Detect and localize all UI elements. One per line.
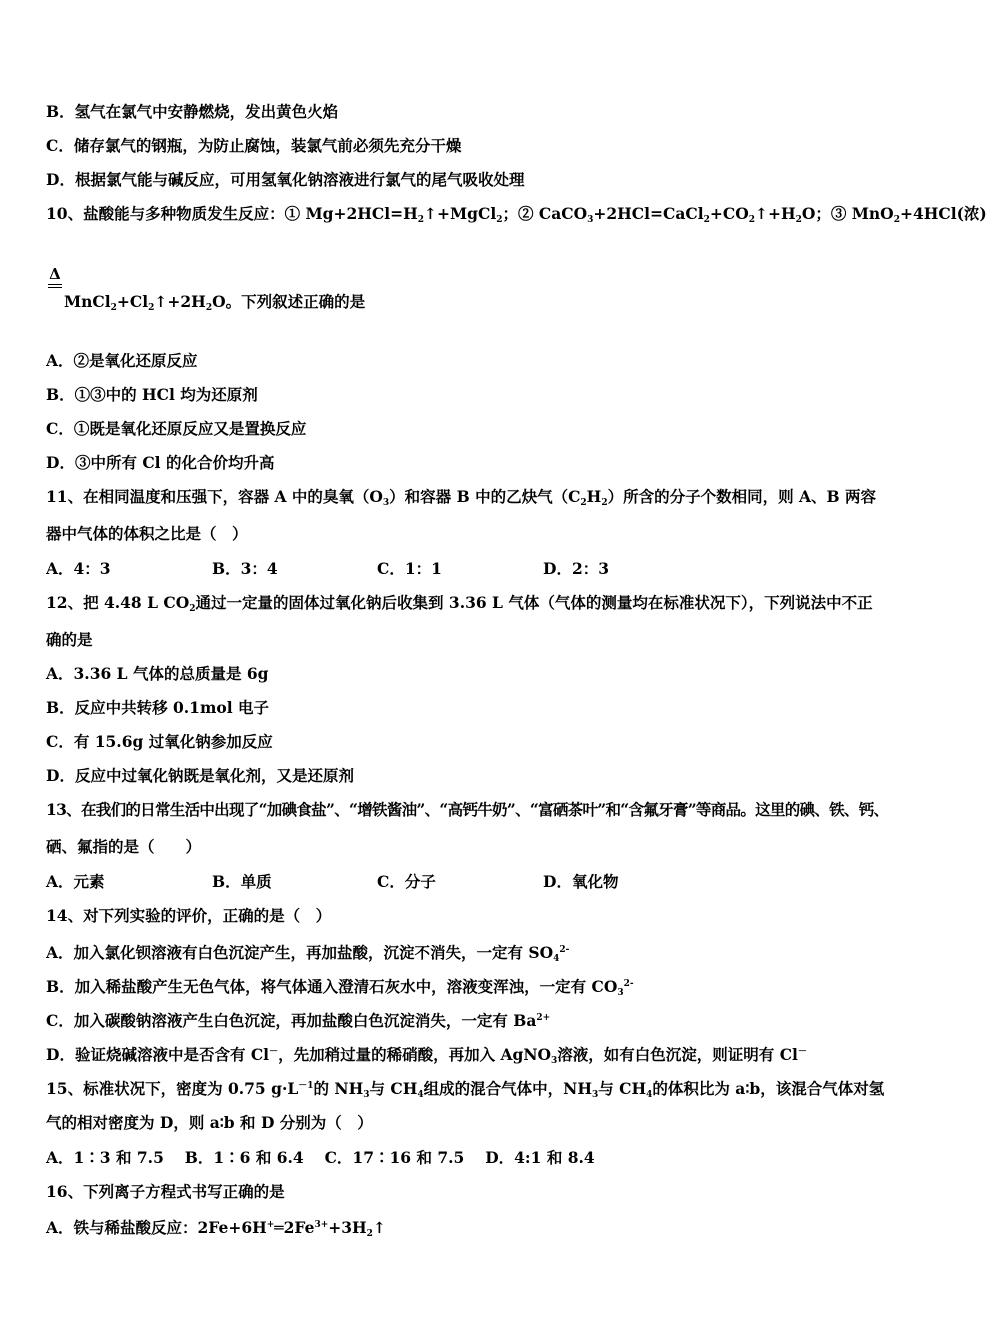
q10-option-c: C．①既是氧化还原反应又是置换反应	[46, 419, 307, 438]
q12-stem-line2: 确的是	[46, 630, 93, 649]
q14-stem: 14、对下列实验的评价，正确的是（ ）	[46, 906, 332, 925]
q11-stem-line2: 器中气体的体积之比是（ ）	[46, 524, 248, 543]
q13-option-b: B．单质	[212, 872, 272, 891]
q9-option-c: C．储存氯气的钢瓶，为防止腐蚀，装氯气前必须先充分干燥	[46, 136, 462, 155]
q16-stem: 16、下列离子方程式书写正确的是	[46, 1182, 285, 1201]
q12-stem-line1: 12、把 4.48 L $CO_2$通过一定量的固体过氧化钠后收集到 3.36 L 气体（气体的测量均在标准状况下），下列说法中不正	[46, 593, 873, 614]
q12-option-b: B．反应中共转移 0.1mol 电子	[46, 698, 269, 717]
q10-equation-product: $MnCl_2+Cl_2↑+2H_2O$。下列叙述正确的是	[64, 292, 366, 313]
q15-stem-line2: 气的相对密度为 D，则 a∶b 和 D 分别为（ ）	[46, 1113, 373, 1132]
q11-option-d: D．2：3	[543, 559, 610, 578]
q13-option-a: A．元素	[46, 872, 105, 891]
q11-option-a: A．4：3	[46, 559, 111, 578]
q15-stem-line1: 15、标准状况下，密度为 0.75 $g\cdot L^{-1}$的 $NH_3$与 $CH_4$组成的混合气体中，$NH_3$与 $CH_4$的体积比为 a∶b，该混合气体对氢	[46, 1079, 885, 1100]
q13-option-d: D．氧化物	[543, 872, 619, 891]
q13-stem-line2: 硒、氟指的是（ ）	[46, 837, 202, 856]
q14-option-b: B．加入稀盐酸产生无色气体，将气体通入澄清石灰水中，溶液变浑浊，一定有 $CO_3^{2-}$	[46, 977, 634, 998]
q11-option-c: C．1：1	[377, 559, 442, 578]
q15-options: A．1∶3 和 7.5 B．1∶6 和 6.4 C．17∶16 和 7.5 D．4:1 和 8.4	[46, 1148, 595, 1167]
q14-option-a: A．加入氯化钡溶液有白色沉淀产生，再加盐酸，沉淀不消失，一定有 $SO_4^{2-}$	[46, 943, 570, 964]
q12-option-a: A．3.36 L 气体的总质量是 6g	[46, 664, 269, 683]
q9-option-d: D．根据氯气能与碱反应，可用氢氧化钠溶液进行氯气的尾气吸收处理	[46, 170, 525, 189]
q9-option-b: B．氢气在氯气中安静燃烧，发出黄色火焰	[46, 102, 339, 121]
heating-condition-symbol: Δ	[48, 266, 62, 288]
q11-stem-line1: 11、在相同温度和压强下，容器 A 中的臭氧$(O_3)$和容器 B 中的乙炔气$(C_2H_2)$所含的分子个数相同，则 A、B 两容	[46, 487, 877, 508]
q14-option-c: C．加入碳酸钠溶液产生白色沉淀，再加盐酸白色沉淀消失，一定有 $Ba^{2+}$	[46, 1011, 551, 1030]
q11-option-b: B．3：4	[212, 559, 278, 578]
q10-stem: 10、盐酸能与多种物质发生反应：① $Mg+2HCl=H_2↑+MgCl_2$；② $CaCO_3+2HCl=CaCl_2+CO_2↑+H_2O$；③ MnO$_2$+4HCl(浓)	[46, 204, 987, 225]
q10-option-b: B．①③中的 HCl 均为还原剂	[46, 385, 258, 404]
q10-option-d: D．③中所有 Cl 的化合价均升高	[46, 453, 275, 472]
q13-option-c: C．分子	[377, 872, 436, 891]
q13-stem-line1: 13、在我们的日常生活中出现了“加碘食盐”、“增铁酱油”、“高钙牛奶”、“富硒茶叶”和“含氟牙膏”等商品。这里的碘、铁、钙、	[46, 800, 889, 819]
q12-option-c: C．有 15.6g 过氧化钠参加反应	[46, 732, 273, 751]
q14-option-d: D．验证烧碱溶液中是否含有 Cl－，先加稍过量的稀硝酸，再加入 AgNO$_3$溶液，如有白色沉淀，则证明有 Cl－	[46, 1045, 807, 1066]
q16-option-a: A．铁与稀盐酸反应：$2Fe+6H^+═2Fe^{3+}+3H_2↑$	[46, 1218, 386, 1239]
q12-option-d: D．反应中过氧化钠既是氧化剂，又是还原剂	[46, 766, 354, 785]
q10-option-a: A．②是氧化还原反应	[46, 351, 198, 370]
